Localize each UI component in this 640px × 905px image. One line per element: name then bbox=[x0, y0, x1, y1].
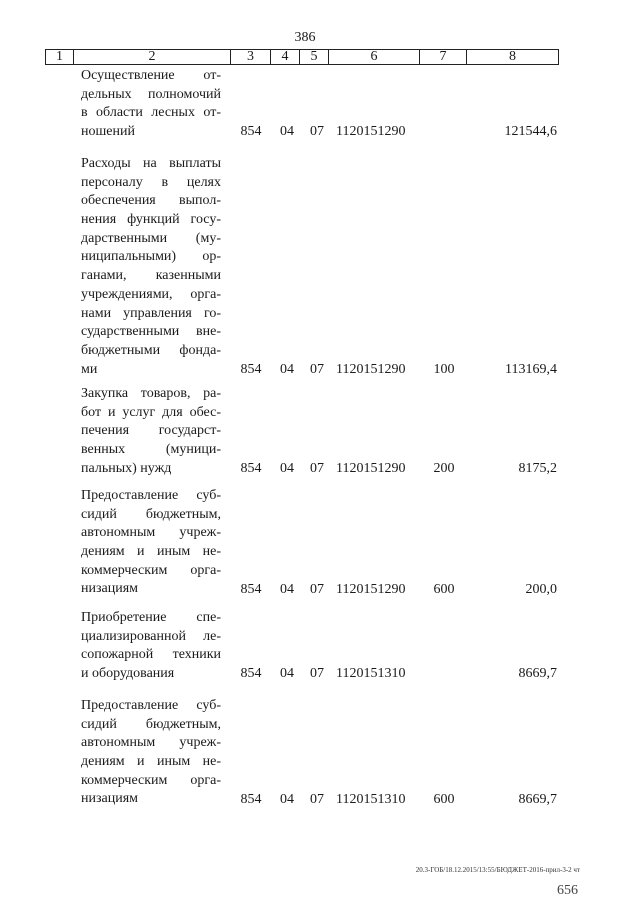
description-line: бюджетными фонда- bbox=[81, 342, 221, 358]
description-line: Предоставление суб- bbox=[81, 698, 221, 713]
description-line: сидий бюджетным, bbox=[81, 716, 221, 732]
section-code: 854 bbox=[240, 581, 262, 597]
target-article-code: 1120151290 bbox=[336, 460, 406, 476]
description-line: низациям bbox=[81, 791, 139, 807]
description-line: Предоставление суб- bbox=[81, 488, 221, 503]
expense-type-code: 100 bbox=[433, 361, 455, 377]
chapter-code: 04 bbox=[280, 361, 294, 377]
description-line: ношений bbox=[81, 124, 135, 140]
description-line: Расходы на выплаты bbox=[81, 156, 221, 171]
target-article-code: 1120151310 bbox=[336, 791, 406, 807]
description-line: сопожарной техники bbox=[81, 647, 221, 663]
section-code: 854 bbox=[240, 124, 262, 140]
chapter-code: 04 bbox=[280, 581, 294, 597]
column-header-table bbox=[45, 49, 559, 65]
column-header-2: 2 bbox=[74, 50, 231, 65]
description-line: Осуществление от- bbox=[81, 68, 221, 83]
description-line: коммерческим орга- bbox=[81, 772, 221, 788]
amount: 8669,7 bbox=[518, 791, 557, 807]
description-line: Закупка товаров, ра- bbox=[81, 386, 221, 401]
description-line: бот и услуг для обес- bbox=[81, 404, 221, 420]
row-description bbox=[81, 385, 221, 478]
target-article-code: 1120151290 bbox=[336, 124, 406, 140]
amount: 121544,6 bbox=[504, 124, 557, 140]
page-number-top: 386 bbox=[294, 30, 316, 45]
description-line: и оборудования bbox=[81, 666, 175, 682]
row-description bbox=[81, 609, 221, 684]
column-header-4: 4 bbox=[271, 50, 300, 65]
column-header-7: 7 bbox=[420, 50, 467, 65]
row-description bbox=[81, 487, 221, 599]
row-description bbox=[81, 67, 221, 142]
description-line: дениям и иным не- bbox=[81, 754, 221, 770]
description-line: автономным учреж- bbox=[81, 525, 221, 541]
column-header-1: 1 bbox=[46, 50, 74, 65]
description-line: ниципальными) ор- bbox=[81, 249, 221, 265]
amount: 113169,4 bbox=[505, 361, 557, 377]
subsection-code: 07 bbox=[310, 460, 324, 476]
description-line: персоналу в целях bbox=[81, 174, 221, 190]
expense-type-code: 600 bbox=[433, 791, 455, 807]
description-line: печения государст- bbox=[81, 423, 221, 439]
subsection-code: 07 bbox=[310, 361, 324, 377]
subsection-code: 07 bbox=[310, 791, 324, 807]
subsection-code: 07 bbox=[310, 581, 324, 597]
target-article-code: 1120151290 bbox=[336, 361, 406, 377]
column-header-5: 5 bbox=[300, 50, 329, 65]
description-line: дарственными (му- bbox=[81, 230, 221, 246]
row-description bbox=[81, 697, 221, 809]
chapter-code: 04 bbox=[280, 791, 294, 807]
description-line: автономным учреж- bbox=[81, 735, 221, 751]
amount: 200,0 bbox=[525, 581, 557, 597]
description-line: низациям bbox=[81, 581, 139, 597]
section-code: 854 bbox=[240, 791, 262, 807]
page-number-bottom: 656 bbox=[557, 883, 578, 898]
column-header-6: 6 bbox=[329, 50, 420, 65]
description-line: сидий бюджетным, bbox=[81, 506, 221, 522]
description-line: дениям и иным не- bbox=[81, 544, 221, 560]
description-line: в области лесных от- bbox=[81, 105, 221, 121]
section-code: 854 bbox=[240, 666, 262, 682]
description-line: обеспечения выпол- bbox=[81, 193, 221, 209]
description-line: пальных) нужд bbox=[81, 460, 172, 476]
row-description bbox=[81, 155, 221, 379]
description-line: ми bbox=[81, 361, 98, 377]
description-line: дельных полномочий bbox=[81, 86, 221, 102]
chapter-code: 04 bbox=[280, 124, 294, 140]
column-header-8: 8 bbox=[467, 50, 559, 65]
description-line: венных (муници- bbox=[81, 442, 221, 458]
section-code: 854 bbox=[240, 361, 262, 377]
expense-type-code: 200 bbox=[433, 460, 455, 476]
footer-stamp: 20.3-ГОБ/18.12.2015/13:55/БЮДЖЕТ-2016-прил-3-2 чт bbox=[415, 866, 580, 874]
section-code: 854 bbox=[240, 460, 262, 476]
target-article-code: 1120151310 bbox=[336, 666, 406, 682]
column-header-3: 3 bbox=[231, 50, 271, 65]
subsection-code: 07 bbox=[310, 666, 324, 682]
description-line: учреждениями, орга- bbox=[81, 286, 221, 302]
target-article-code: 1120151290 bbox=[336, 581, 406, 597]
description-line: нами управления го- bbox=[81, 305, 221, 321]
chapter-code: 04 bbox=[280, 666, 294, 682]
amount: 8669,7 bbox=[518, 666, 557, 682]
description-line: коммерческим орга- bbox=[81, 562, 221, 578]
amount: 8175,2 bbox=[518, 460, 557, 476]
description-line: циализированной ле- bbox=[81, 628, 221, 644]
chapter-code: 04 bbox=[280, 460, 294, 476]
expense-type-code: 600 bbox=[433, 581, 455, 597]
description-line: сударственными вне- bbox=[81, 324, 221, 340]
description-line: ганами, казенными bbox=[81, 268, 221, 284]
subsection-code: 07 bbox=[310, 124, 324, 140]
description-line: Приобретение спе- bbox=[81, 610, 221, 625]
description-line: нения функций госу- bbox=[81, 212, 221, 228]
